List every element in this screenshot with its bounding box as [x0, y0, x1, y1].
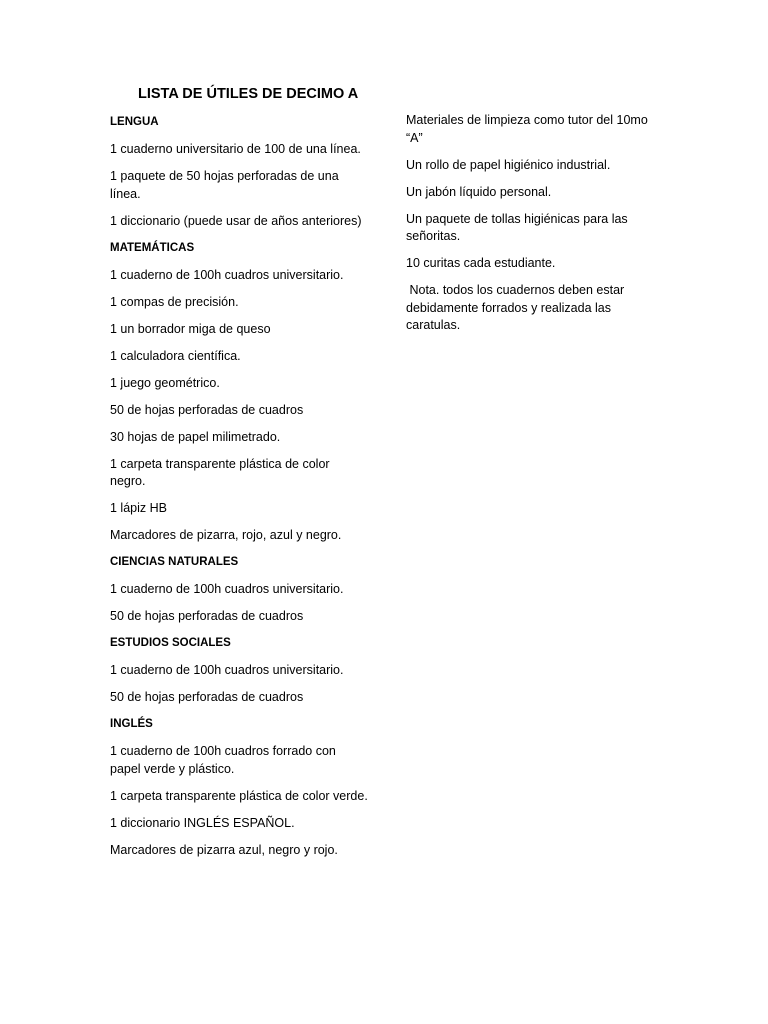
section-lengua — [110, 114, 368, 230]
list-item: 1 paquete de 50 hojas perforadas de una línea. — [110, 169, 339, 201]
list-item: 50 de hojas perforadas de cuadros — [110, 402, 304, 417]
list-item: 1 lápiz HB — [110, 501, 167, 515]
section-heading: INGLÉS — [110, 718, 153, 730]
section-matematicas — [110, 240, 368, 545]
list-item: Marcadores de pizarra azul, negro y rojo. — [110, 842, 338, 857]
note-text: Nota. todos los cuadernos deben estar debidamente forrados y realizada las caratulas. — [406, 283, 628, 332]
section-heading: CIENCIAS NATURALES — [110, 556, 239, 568]
left-column — [110, 114, 368, 869]
list-item: 30 hojas de papel milimetrado. — [110, 429, 281, 444]
list-item: 1 carpeta transparente plástica de color negro. — [110, 456, 330, 488]
section-ingles — [110, 716, 368, 859]
list-item: 1 carpeta transparente plástica de color verde. — [110, 788, 368, 803]
list-item: 1 cuaderno universitario de 100 de una línea. — [110, 142, 361, 156]
list-item: 1 diccionario (puede usar de años anteriores) — [110, 213, 362, 228]
list-item: 1 un borrador miga de queso — [110, 321, 271, 336]
section-ciencias-naturales — [110, 554, 368, 626]
section-heading: ESTUDIOS SOCIALES — [110, 637, 231, 649]
list-item: 1 diccionario INGLÉS ESPAÑOL. — [110, 815, 295, 830]
cleaning-materials-intro: Materiales de limpieza como tutor del 10mo “A” — [406, 113, 648, 145]
list-item: Marcadores de pizarra, rojo, azul y negro. — [110, 528, 342, 542]
list-item: Un rollo de papel higiénico industrial. — [406, 157, 611, 172]
list-item: Un jabón líquido personal. — [406, 184, 552, 199]
list-item: 1 cuaderno de 100h cuadros universitario. — [110, 267, 344, 282]
section-heading: LENGUA — [110, 116, 159, 128]
list-item: 1 cuaderno de 100h cuadros universitario. — [110, 663, 344, 677]
section-estudios-sociales — [110, 635, 368, 707]
section-heading: MATEMÁTICAS — [110, 241, 195, 254]
right-column — [406, 112, 656, 344]
list-item: 10 curitas cada estudiante. — [406, 256, 556, 270]
list-item: 50 de hojas perforadas de cuadros — [110, 609, 304, 623]
list-item: Un paquete de tollas higiénicas para las señoritas. — [406, 211, 628, 243]
list-item: 1 cuaderno de 100h cuadros universitario. — [110, 582, 344, 596]
list-item: 1 compas de precisión. — [110, 294, 239, 309]
list-item: 1 juego geométrico. — [110, 375, 220, 390]
list-item: 50 de hojas perforadas de cuadros — [110, 690, 304, 704]
document-title: LISTA DE ÚTILES DE DECIMO A — [138, 86, 359, 102]
list-item: 1 cuaderno de 100h cuadros forrado con papel verde y plástico. — [110, 744, 336, 776]
list-item: 1 calculadora científica. — [110, 348, 241, 363]
